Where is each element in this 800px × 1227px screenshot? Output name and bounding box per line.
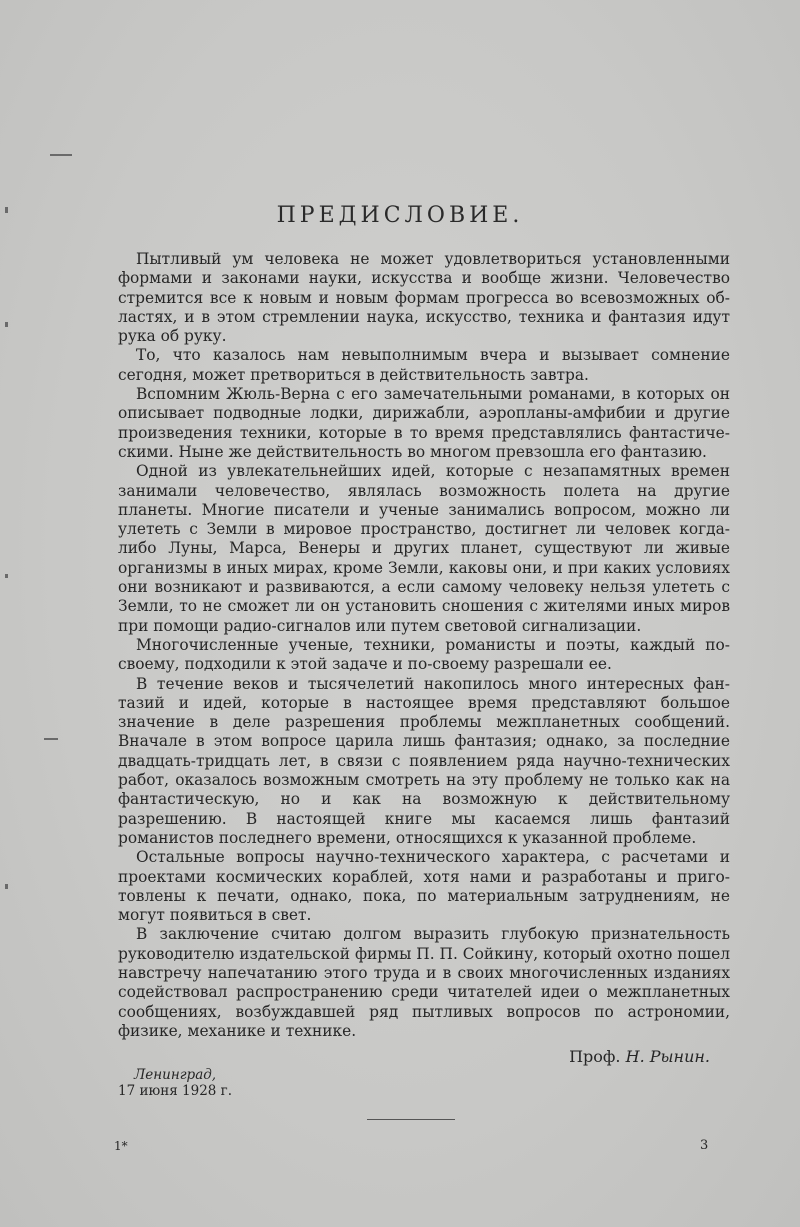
paragraph: Одной из увлекательнейших идей, которые с незапамятных времен занимали человечество, являлась возможность полета на другие планеты. Многие писатели и ученые занимались вопросом, можно ли улететь с Земли в мировое пространство, достигнет ли человек когда-либо Луны, Марса, Венеры и других планет, существуют ли живые организмы в иных мирах, кроме Земли, каковы они, и при каких условиях они возникают и развиваются, а если самому человеку нельзя улететь с Земли, то не сможет ли он установить сношения с жителями иных миров при помощи радио-сигналов или путем световой сигнализации. — [118, 462, 730, 635]
margin-mark — [5, 884, 8, 889]
paragraph: В течение веков и тысячелетий накопилось много интересных фантазий и идей, которые в настоящее время представляют большое значение в деле разрешения проблемы межпланетных сообщений. Вначале в этом вопросе царила лишь фантазия; однако, за последние двадцать-тридцать лет, в связи с появлением ряда научно-технических работ, оказалось возможным смотреть на эту проблему не только как на фантастическую, но и как на возможную к действительному разрешению. В настоящей книге мы касаемся лишь фантазий романистов последнего времени, относящихся к указанной проблеме. — [118, 674, 730, 847]
signature-name: Н. Рынин. — [625, 1047, 710, 1066]
margin-mark — [5, 574, 8, 578]
signature-prefix: Проф. — [569, 1047, 621, 1066]
margin-mark — [5, 322, 8, 327]
divider-rule — [367, 1119, 455, 1120]
page-number: 3 — [700, 1138, 709, 1153]
paragraph: Вспомним Жюль-Верна с его замечательными романами, в которых он описывает подводные лодки, дирижабли, аэропланы-амфибии и другие произведения техники, которые в то время представлялись фантастическими. Ныне же действительность во многом превзошла его фантазию. — [118, 385, 730, 461]
paragraph: То, что казалось нам невыполнимым вчера и вызывает сомнение сегодня, может претвориться в действительность завтра. — [118, 346, 730, 384]
preface-body — [118, 250, 730, 1041]
author-signature — [569, 1047, 710, 1066]
paragraph: Многочисленные ученые, техники, романисты и поэты, каждый по-своему, подходили к этой задаче и по-своему разрешали ее. — [118, 635, 730, 674]
page-title: ПРЕДИСЛОВИЕ. — [276, 203, 524, 228]
paragraph: Остальные вопросы научно-технического характера, с расчетами и проектами космических кораблей, хотя нами и разработаны и приготовлены к печати, однако, пока, по материальным затруднениям, не могут появиться в свет. — [118, 848, 730, 925]
paragraph: В заключение считаю долгом выразить глубокую признательность руководителю издательской фирмы П. П. Сойкину, который охотно пошел навстречу напечатанию этого труда и в своих многочисленных изданиях содействовал распространению среди читателей идеи о межпланетных сообщениях, возбуждавшей ряд пытливых вопросов по астрономии, физике, механике и технике. — [118, 925, 730, 1040]
margin-mark — [44, 738, 58, 740]
margin-mark — [50, 154, 72, 156]
signature-mark: 1* — [114, 1139, 128, 1153]
place-line: Ленинград, — [134, 1067, 217, 1083]
date-line: 17 июня 1928 г. — [118, 1083, 233, 1099]
paragraph: Пытливый ум человека не может удовлетвориться установленными формами и законами науки, искусства и вообще жизни. Человечество стремится все к новым и новым формам прогресса во всевозможных областях, и в этом стремлении наука, искусство, техника и фантазия идут рука об руку. — [118, 250, 730, 346]
